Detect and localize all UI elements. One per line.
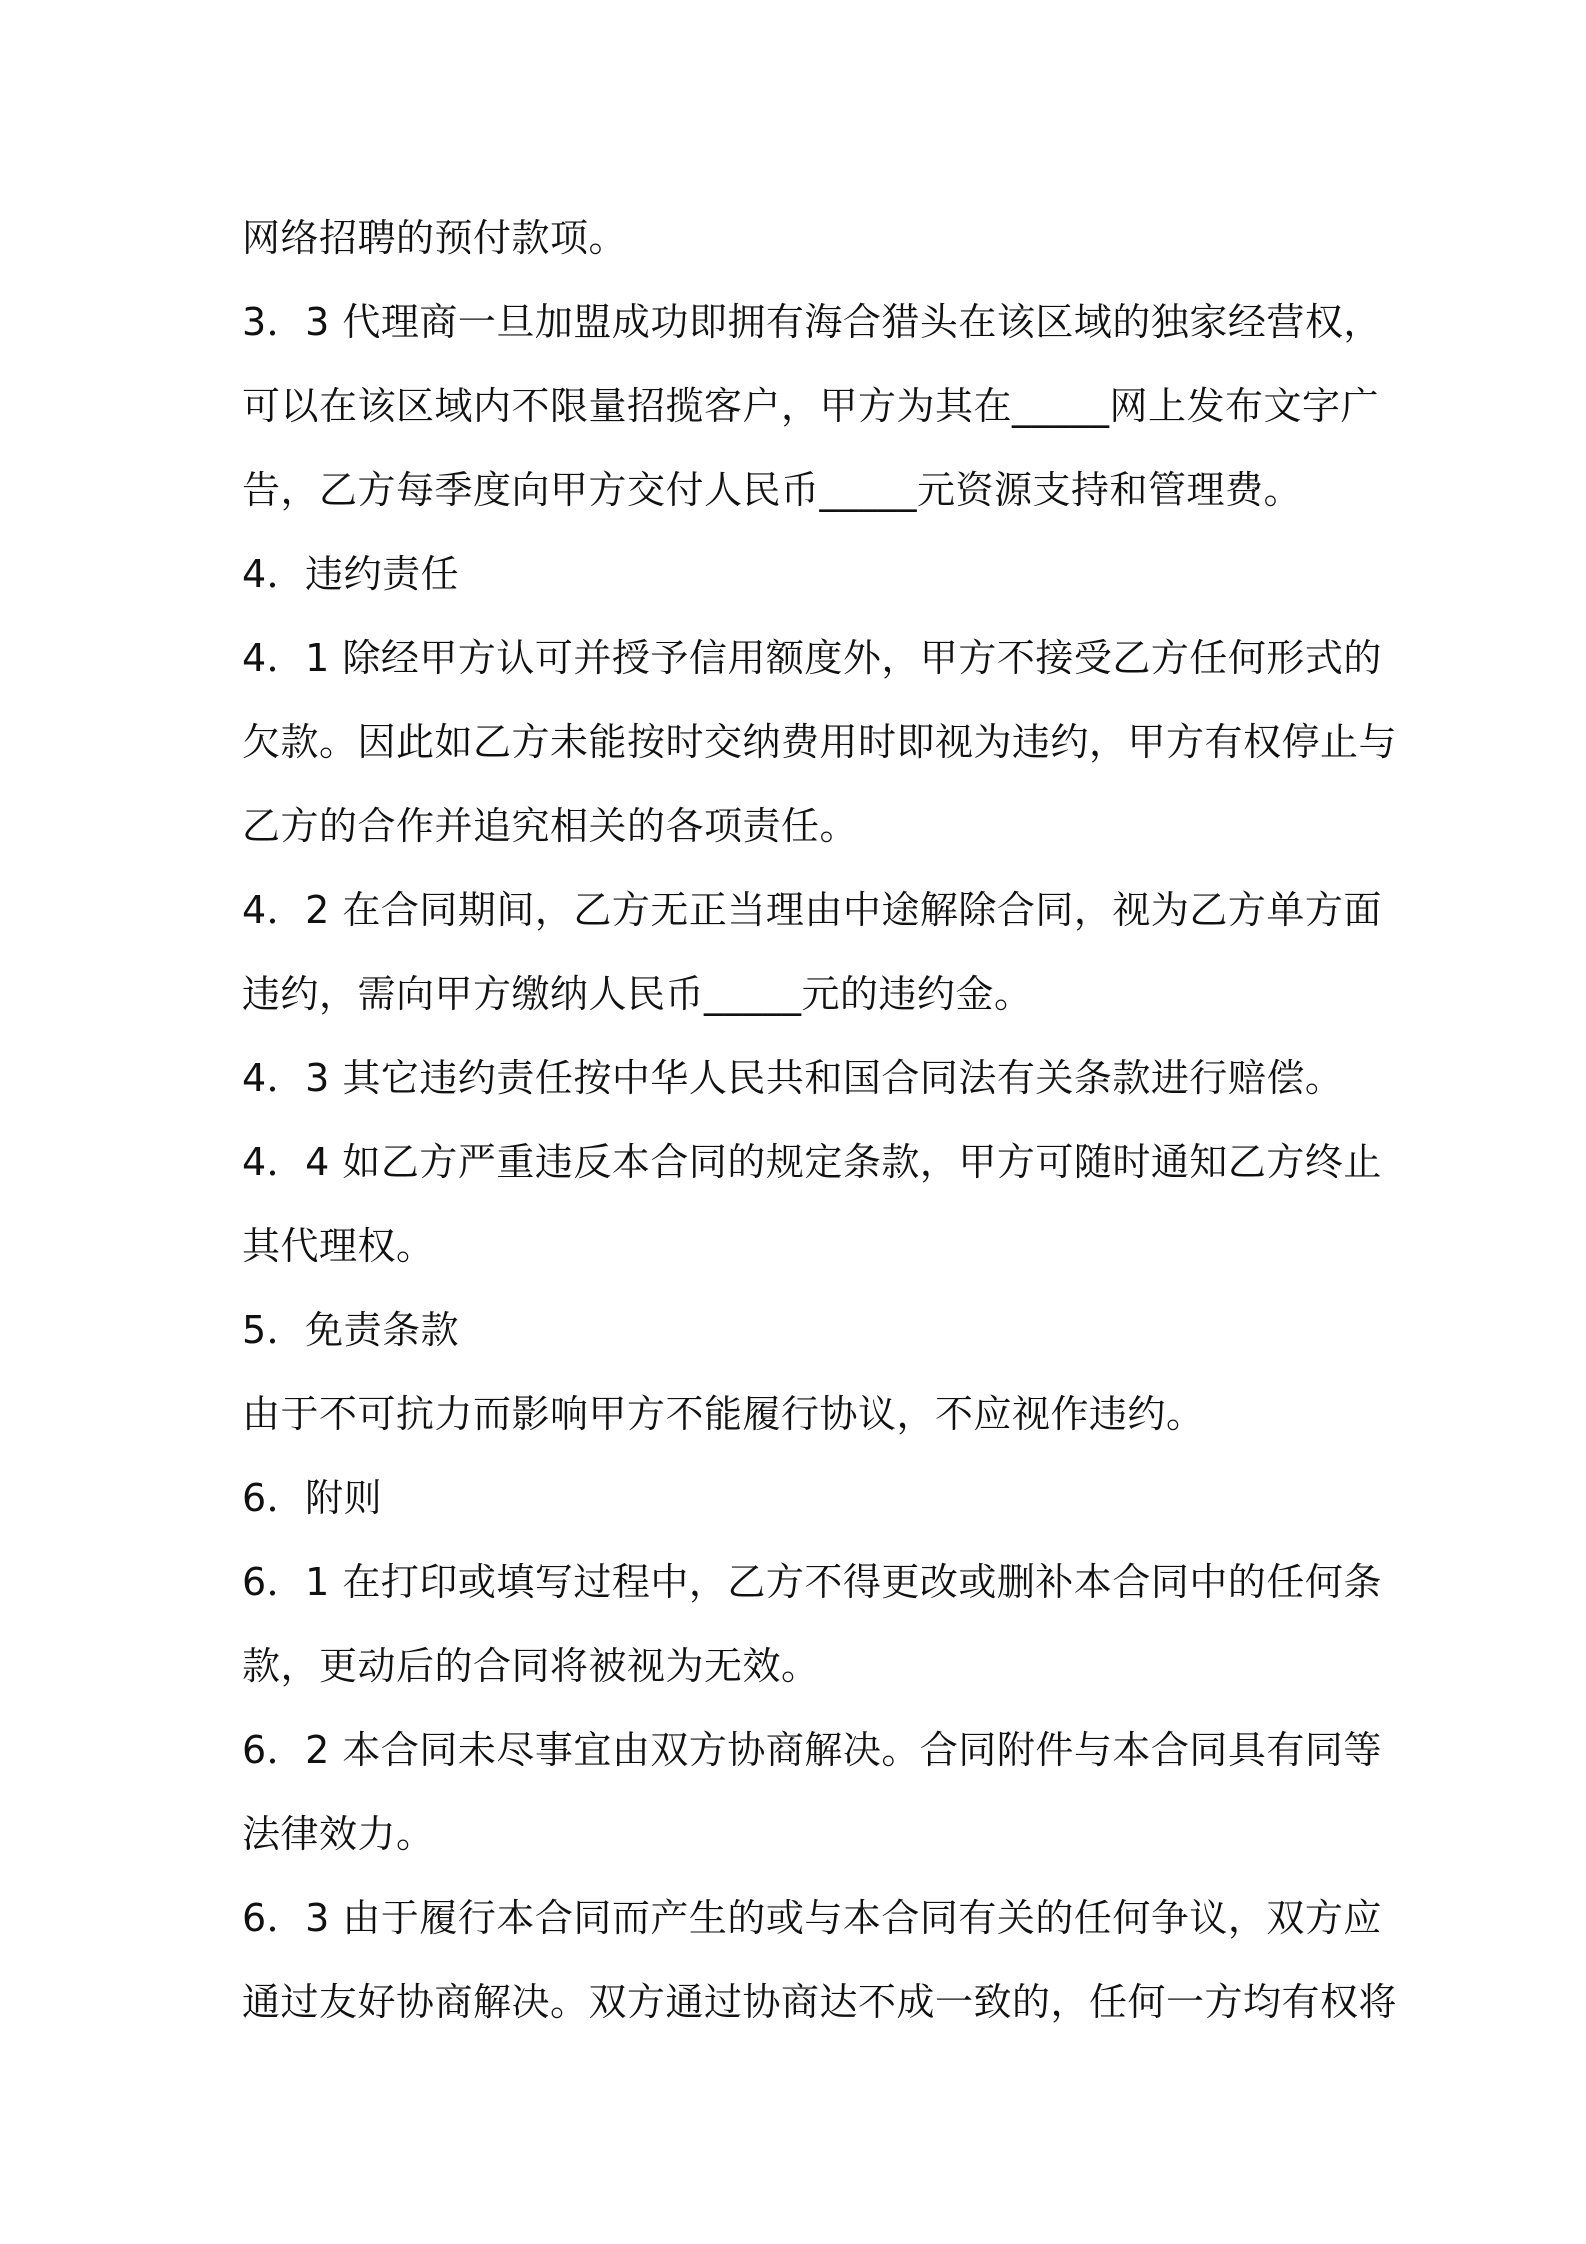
text-line: 乙方的合作并追究相关的各项责任。 [242,804,859,848]
text-line: 4．3 其它违约责任按中华人民共和国合同法有关条款进行赔偿。 [242,1056,1344,1100]
text-line: 其代理权。 [242,1224,435,1268]
text-line: 4．4 如乙方严重违反本合同的规定条款，甲方可随时通知乙方终止 [242,1140,1382,1184]
text-line: 6．3 由于履行本合同而产生的或与本合同有关的任何争议，双方应 [242,1896,1382,1940]
text-line: 欠款。因此如乙方未能按时交纳费用时即视为违约，甲方有权停止与 [242,720,1398,764]
text-line: 6．1 在打印或填写过程中，乙方不得更改或删补本合同中的任何条 [242,1560,1382,1604]
text-line: 6．2 本合同未尽事宜由双方协商解决。合同附件与本合同具有同等 [242,1728,1382,1772]
section-heading: 4．违约责任 [242,552,460,596]
document-page [242,196,1398,2044]
text-line: 4．1 除经甲方认可并授予信用额度外，甲方不接受乙方任何形式的 [242,636,1382,680]
section-heading: 6．附则 [242,1476,383,1520]
text-line: 通过友好协商解决。双方通过协商达不成一致的，任何一方均有权将 [242,1980,1398,2024]
text-line: 告，乙方每季度向甲方交付人民币_____元资源支持和管理费。 [242,468,1303,512]
text-line: 网络招聘的预付款项。 [242,216,628,260]
text-line: 由于不可抗力而影响甲方不能履行协议，不应视作违约。 [242,1392,1205,1436]
text-line: 违约，需向甲方缴纳人民币_____元的违约金。 [242,972,1033,1016]
text-line: 款，更动后的合同将被视为无效。 [242,1644,820,1688]
text-line: 3．3 代理商一旦加盟成功即拥有海合猎头在该区域的独家经营权， [242,300,1382,344]
text-line: 法律效力。 [242,1812,435,1856]
section-heading: 5．免责条款 [242,1308,460,1352]
text-line: 4．2 在合同期间，乙方无正当理由中途解除合同，视为乙方单方面 [242,888,1382,932]
text-line: 可以在该区域内不限量招揽客户，甲方为其在_____网上发布文字广 [242,384,1380,428]
